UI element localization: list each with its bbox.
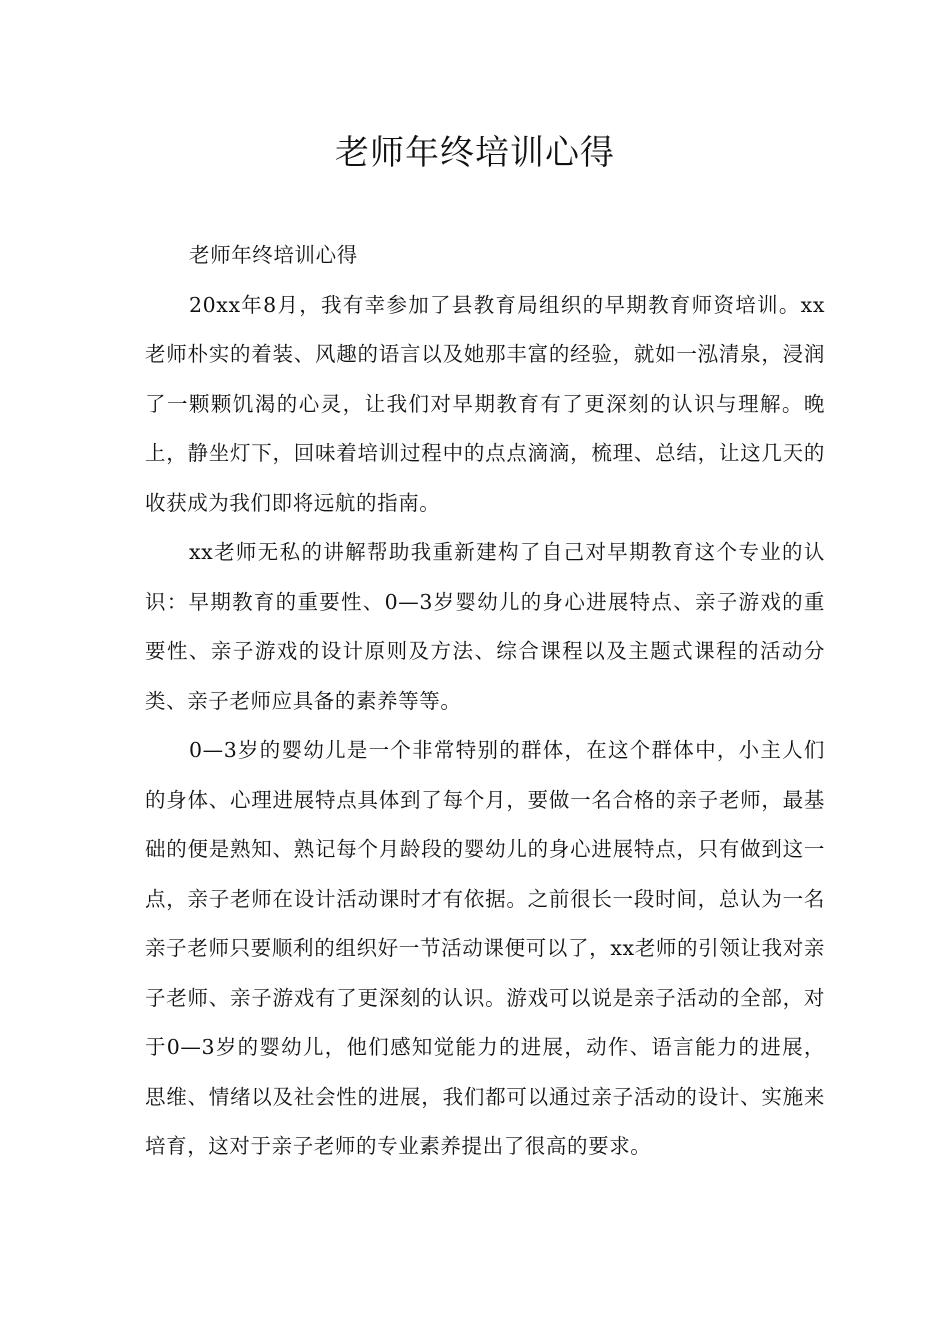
paragraph-intro: 20xx年8月，我有幸参加了县教育局组织的早期教育师资培训。xx老师朴实的着装、风趣的语言以及她那丰富的经验，就如一泓清泉，浸润了一颗颗饥渴的心灵，让我们对早期教育有了更深刻的认识与理解。晚上，静坐灯下，回味着培训过程中的点点滴滴，梳理、总结，让这几天的收获成为我们即将远航的指南。 [145,292,825,515]
paragraph-subtitle: 老师年终培训心得 [189,243,358,267]
document-body [145,231,825,1172]
paragraph-training-content: xx老师无私的讲解帮助我重新建构了自己对早期教育这个专业的认识：早期教育的重要性、0—3岁婴幼儿的身心进展特点、亲子游戏的重要性、亲子游戏的设计原则及方法、综合课程以及主题式课程的活动分类、亲子老师应具备的素养等等。 [145,540,825,713]
document-title: 老师年终培训心得 [335,133,615,173]
paragraph-infant-development: 0—3岁的婴幼儿是一个非常特别的群体，在这个群体中，小主人们的身体、心理进展特点具体到了每个月，要做一名合格的亲子老师，最基础的便是熟知、熟记每个月龄段的婴幼儿的身心进展特点，只有做到这一点，亲子老师在设计活动课时才有依据。之前很长一段时间，总认为一名亲子老师只要顺利的组织好一节活动课便可以了，xx老师的引领让我对亲子老师、亲子游戏有了更深刻的认识。游戏可以说是亲子活动的全部，对于0—3岁的婴幼儿，他们感知觉能力的进展，动作、语言能力的进展，思维、情绪以及社会性的进展，我们都可以通过亲子活动的设计、实施来培育，这对于亲子老师的专业素养提出了很高的要求。 [145,738,825,1158]
